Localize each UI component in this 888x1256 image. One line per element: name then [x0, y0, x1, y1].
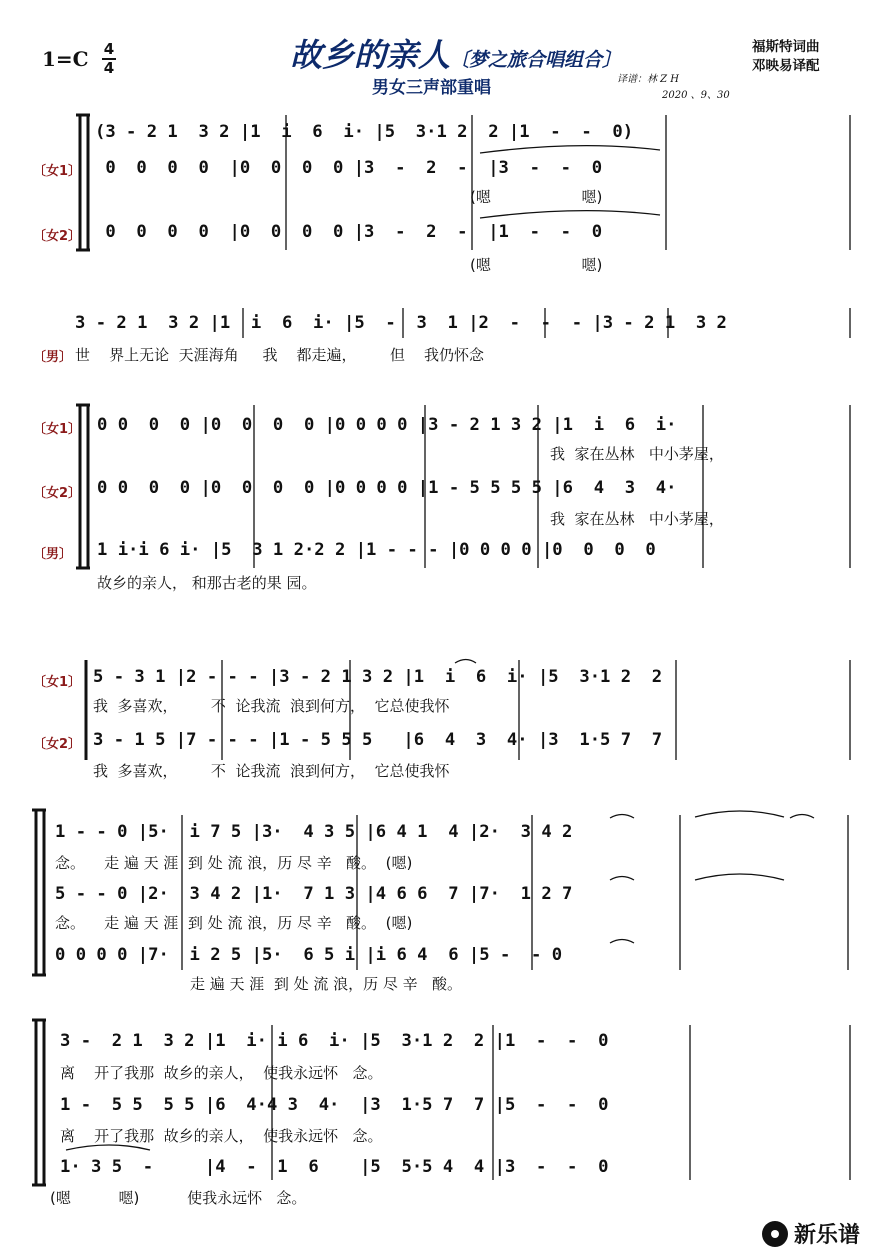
site-logo-text: 新乐谱	[794, 1223, 861, 1248]
notation-line: 3 - 2 1 3 2 |1 i· i 6 i· |5 3·1 2 2 |1 - - 0	[60, 1031, 609, 1051]
voice-label-female2: 〔女2〕	[33, 486, 82, 501]
lyric-line: 离 开了我那 故乡的亲人， 使我永远怀 念。	[60, 1127, 383, 1145]
song-subtitle: 男女三声部重唱	[372, 78, 491, 98]
credits	[752, 38, 820, 76]
lyric-line: (嗯 嗯)	[470, 256, 603, 274]
time-signature	[102, 41, 116, 77]
song-title-main: 故乡的亲人	[290, 36, 451, 74]
notation-line: 1 i·i 6 i· |5 3 1 2·2 2 |1 - - - |0 0 0 0 |0 0 0 0	[97, 540, 656, 560]
voice-label-female1: 〔女1〕	[33, 675, 82, 690]
time-signature-bottom: 4	[103, 59, 115, 77]
voice-label-female1: 〔女1〕	[33, 164, 82, 179]
lyric-line: 我 多喜欢， 不 论我流 浪到何方， 它总使我怀	[93, 697, 450, 715]
lyric-line: (嗯 嗯) 使我永远怀 念。	[50, 1189, 307, 1207]
lyric-line: 念。 走 遍 天 涯 到 处 流 浪，历 尽 辛 酸。 (嗯)	[55, 914, 413, 932]
song-title	[290, 30, 621, 76]
lyric-line: 走 遍 天 涯 到 处 流 浪，历 尽 辛 酸。	[190, 975, 462, 993]
record-disc-icon	[762, 1221, 788, 1247]
voice-label-female2: 〔女2〕	[33, 229, 82, 244]
notation-line: 5 - - 0 |2· 3 4 2 |1· 7 1 3 |4 6 6 7 |7· 1 2 7	[55, 884, 573, 904]
notation-line: 0 0 0 0 |0 0 0 0 |3 - 2 - |3 - - 0	[95, 158, 603, 178]
lyric-line: 我 家在丛林 中小茅屋，	[550, 445, 724, 463]
lyric-line: 念。 走 遍 天 涯 到 处 流 浪，历 尽 辛 酸。 (嗯)	[55, 854, 413, 872]
voice-label-female2: 〔女2〕	[33, 737, 82, 752]
song-title-group: 〔梦之旅合唱组合〕	[450, 49, 622, 71]
translator: 邓映易译配	[752, 58, 820, 74]
notation-line: 3 - 1 5 |7 - - - |1 - 5 5 5 |6 4 3 4· |3 1·5 7 7	[93, 730, 663, 750]
transcription-date: 2020 、9、30	[662, 90, 730, 101]
lyric-line: 我 多喜欢， 不 论我流 浪到何方， 它总使我怀	[93, 762, 450, 780]
notation-line: 0 0 0 0 |7· i 2 5 |5· 6 5 i |i 6 4 6 |5 - - 0	[55, 945, 563, 965]
notation-line: 1 - - 0 |5· i 7 5 |3· 4 3 5 |6 4 1 4 |2· 3 4 2	[55, 822, 573, 842]
notation-line: 0 0 0 0 |0 0 0 0 |3 - 2 - |1 - - 0	[95, 222, 603, 242]
voice-label-male: 〔男〕	[33, 547, 73, 562]
notation-line: 0 0 0 0 |0 0 0 0 |0 0 0 0 |3 - 2 1 3 2 |1 i 6 i·	[97, 415, 677, 435]
notation-line: 1· 3 5 - |4 - 1 6 |5 5·5 4 4 |3 - - 0	[60, 1157, 609, 1177]
voice-label-male: 〔男〕	[33, 350, 73, 365]
lyric-line: 我 家在丛林 中小茅屋，	[550, 510, 724, 528]
lyricist-composer: 福斯特词曲	[752, 39, 820, 55]
notation-line: 3 - 2 1 3 2 |1 i 6 i· |5 - 3 1 |2 - - - |3 - 2 1 3 2	[75, 313, 727, 333]
transcriber: 译谱：林 Z H	[617, 74, 680, 85]
lyric-line: (嗯 嗯)	[470, 188, 603, 206]
notation-line: 0 0 0 0 |0 0 0 0 |0 0 0 0 |1 - 5 5 5 5 |6 4 3 4·	[97, 478, 677, 498]
notation-line: (3 - 2 1 3 2 |1 i 6 i· |5 3·1 2 2 |1 - - 0)	[95, 122, 634, 142]
voice-label-female1: 〔女1〕	[33, 422, 82, 437]
lyric-line: 世 界上无论 天涯海角 我 都走遍， 但 我仍怀念	[75, 346, 484, 364]
lyric-line: 离 开了我那 故乡的亲人， 使我永远怀 念。	[60, 1064, 383, 1082]
notation-line: 1 - 5 5 5 5 |6 4·4 3 4· |3 1·5 7 7 |5 - - 0	[60, 1095, 609, 1115]
time-signature-top: 4	[103, 40, 115, 58]
key-signature: 1=C	[42, 47, 89, 71]
notation-line: 5 - 3 1 |2 - - - |3 - 2 1 3 2 |1 i 6 i· |5 3·1 2 2	[93, 667, 663, 687]
site-logo	[762, 1218, 860, 1249]
lyric-line: 故乡的亲人， 和那古老的果 园。	[97, 574, 317, 592]
